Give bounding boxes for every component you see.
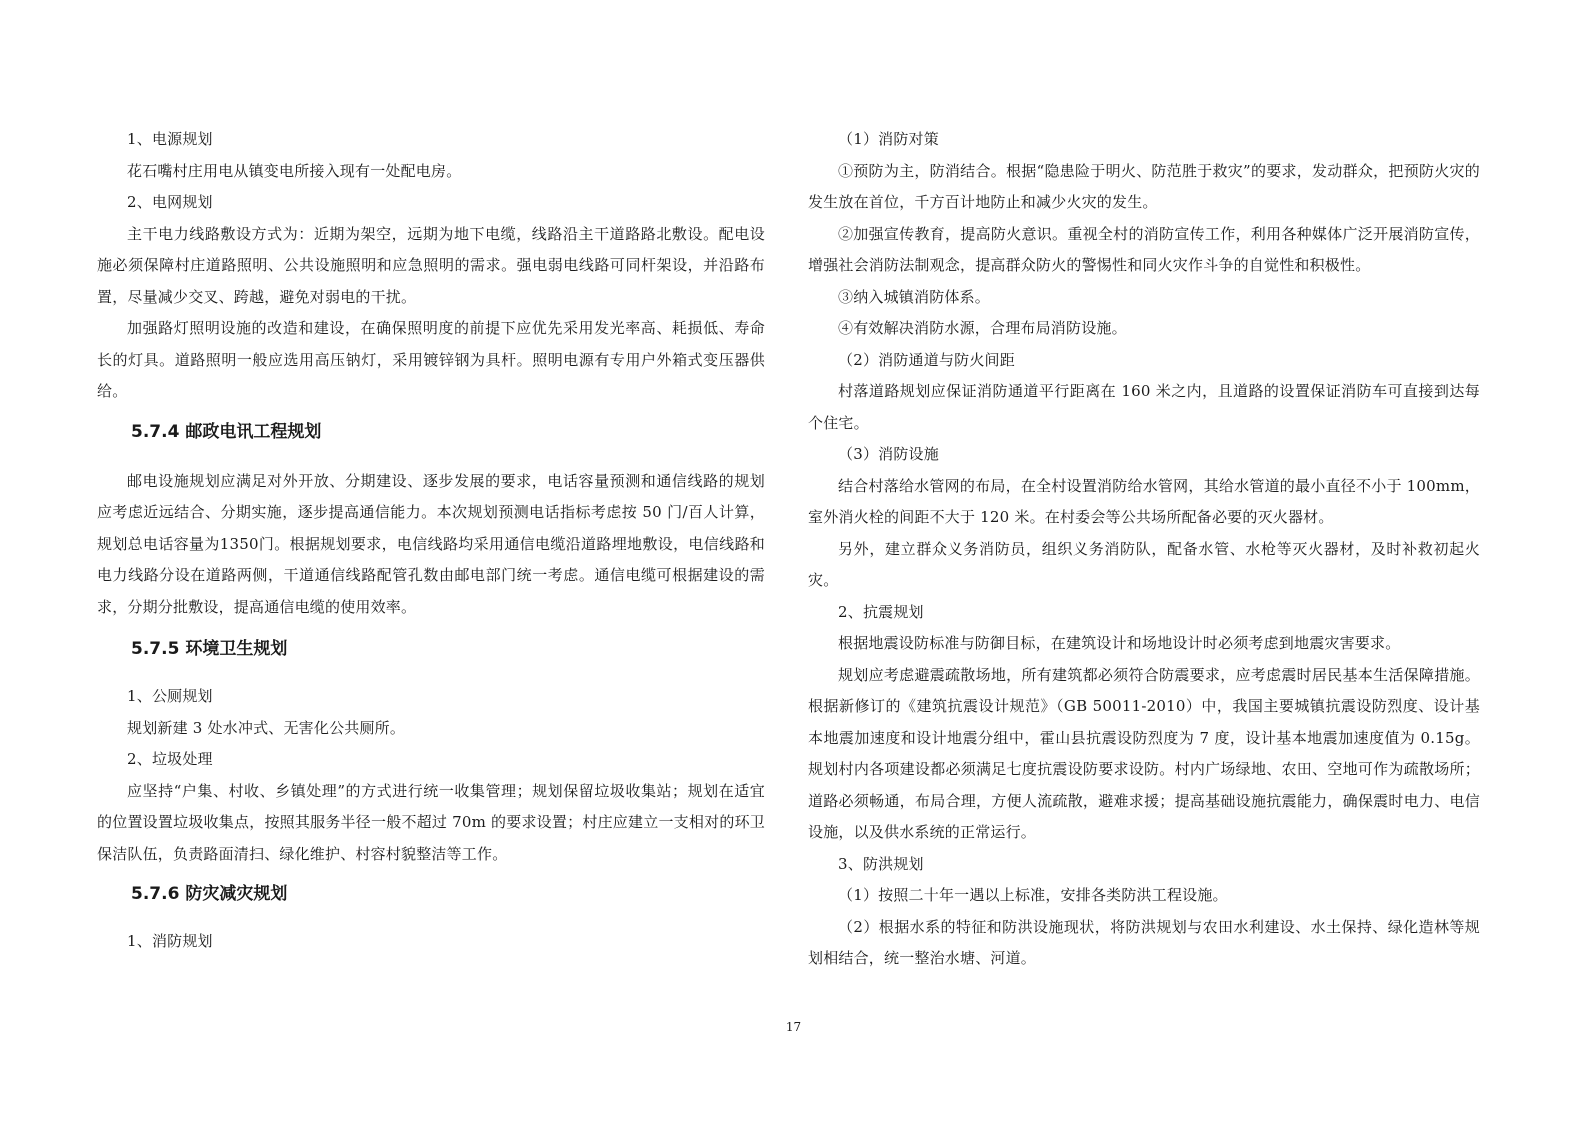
fire-volunteer-text: 另外，建立群众义务消防员，组织义务消防队，配备水管、水枪等灭火器材，及时补救初起火灾。 bbox=[808, 539, 1480, 589]
section-heading-575: 5.7.5 环境卫生规划 bbox=[131, 639, 288, 659]
right-column bbox=[808, 124, 1480, 975]
flood-heading: 3、防洪规划 bbox=[838, 854, 924, 873]
power-source-text: 花石嘴村庄用电从镇变电所接入现有一处配电房。 bbox=[127, 161, 462, 180]
earthquake-text-1: 根据地震设防标准与防御目标，在建筑设计和场地设计时必须考虑到地震灾害要求。 bbox=[838, 634, 1401, 652]
power-source-heading: 1、电源规划 bbox=[127, 130, 213, 148]
earthquake-text-2: 规划应考虑避震疏散场地，所有建筑都必须符合防震要求，应考虑震时居民基本生活保障措施。根据新修订的《建筑抗震设计规范》（GB 50011-2010）中，我国主要城镇抗震设防烈度、设计基本地震加速度和设计地震分组中，霍山县抗震设防烈度为 7 度，设计基本地震加速度值为 0.15g。规划村内各项建设都必须满足七度抗震设防要求设防。村内广场绿地、农田、空地可作为疏散场所；道路必须畅通，布局合理，方便人流疏散，避难求援；提高基础设施抗震能力，确保震时电力、电信设施，以及供水系统的正常运行。 bbox=[808, 665, 1480, 841]
power-grid-heading: 2、电网规划 bbox=[127, 193, 213, 211]
toilet-text: 规划新建 3 处水冲式、无害化公共厕所。 bbox=[127, 718, 406, 737]
telecom-text: 邮电设施规划应满足对外开放、分期建设、逐步发展的要求，电话容量预测和通信线路的规划应考虑近远结合、分期实施，逐步提高通信能力。本次规划预测电话指标考虑按 50 门/百人计算，规划总电话容量为1350门。根据规划要求，电信线路均采用通信电缆沿道路埋地敷设，电信线路和电力线路分设在道路两侧，干道通信线路配管孔数由邮电部门统一考虑。通信电缆可根据建设的需求，分期分批敷设，提高通信电缆的使用效率。 bbox=[97, 471, 765, 616]
garbage-text: 应坚持“户集、村收、乡镇处理”的方式进行统一收集管理；规划保留垃圾收集站；规划在适宜的位置设置垃圾收集点，按照其服务半径一般不超过 70m 的要求设置；村庄应建立一支相对的环卫保洁队伍，负责路面清扫、绿化维护、村容村貌整洁等工作。 bbox=[97, 781, 765, 863]
power-grid-text: 主干电力线路敷设方式为：近期为架空，远期为地下电缆，线路沿主干道路路北敷设。配电设施必须保障村庄道路照明、公共设施照明和应急照明的需求。强电弱电线路可同杆架设，并沿路布置，尽量减少交叉、跨越，避免对弱电的干扰。 bbox=[97, 224, 765, 306]
left-column bbox=[97, 124, 765, 958]
fire-access-text: 村落道路规划应保证消防通道平行距离在 160 米之内，且道路的设置保证消防车可直接到达每个住宅。 bbox=[808, 382, 1480, 432]
fire-measure-2: ②加强宣传教育，提高防火意识。重视全村的消防宣传工作，利用各种媒体广泛开展消防宣传，增强社会消防法制观念，提高群众防火的警惕性和同火灾作斗争的自觉性和积极性。 bbox=[808, 224, 1480, 274]
fire-measure-4: ④有效解决消防水源，合理布局消防设施。 bbox=[838, 319, 1127, 337]
flood-text-1: （1）按照二十年一遇以上标准，安排各类防洪工程设施。 bbox=[838, 886, 1228, 904]
earthquake-heading: 2、抗震规划 bbox=[838, 602, 924, 621]
page-number: 17 bbox=[785, 1020, 802, 1034]
fire-measure-1: ①预防为主，防消结合。根据“隐患险于明火、防范胜于救灾”的要求，发动群众，把预防火灾的发生放在首位，千方百计地防止和减少火灾的发生。 bbox=[808, 161, 1480, 211]
flood-text-2: （2）根据水系的特征和防洪设施现状，将防洪规划与农田水利建设、水土保持、绿化造林等规划相结合，统一整治水塘、河道。 bbox=[808, 917, 1480, 967]
street-lighting-text: 加强路灯照明设施的改造和建设，在确保照明度的前提下应优先采用发光率高、耗损低、寿命长的灯具。道路照明一般应选用高压钠灯，采用镀锌钢为具杆。照明电源有专用户外箱式变压器供给。 bbox=[97, 319, 765, 400]
toilet-heading: 1、公厕规划 bbox=[127, 687, 213, 705]
section-heading-574: 5.7.4 邮政电讯工程规划 bbox=[131, 421, 322, 442]
section-heading-576: 5.7.6 防灾减灾规划 bbox=[131, 884, 288, 904]
fire-facility-heading: （3）消防设施 bbox=[838, 445, 939, 463]
garbage-heading: 2、垃圾处理 bbox=[127, 750, 213, 768]
fire-planning-heading: 1、消防规划 bbox=[127, 932, 213, 950]
fire-measure-3: ③纳入城镇消防体系。 bbox=[838, 287, 991, 306]
fire-access-heading: （2）消防通道与防火间距 bbox=[838, 350, 1015, 369]
fire-facility-text: 结合村落给水管网的布局，在全村设置消防给水管网，其给水管道的最小直径不小于 100mm，室外消火栓的间距不大于 120 米。在村委会等公共场所配备必要的灭火器材。 bbox=[808, 476, 1480, 526]
fire-measures-heading: （1）消防对策 bbox=[838, 130, 939, 148]
